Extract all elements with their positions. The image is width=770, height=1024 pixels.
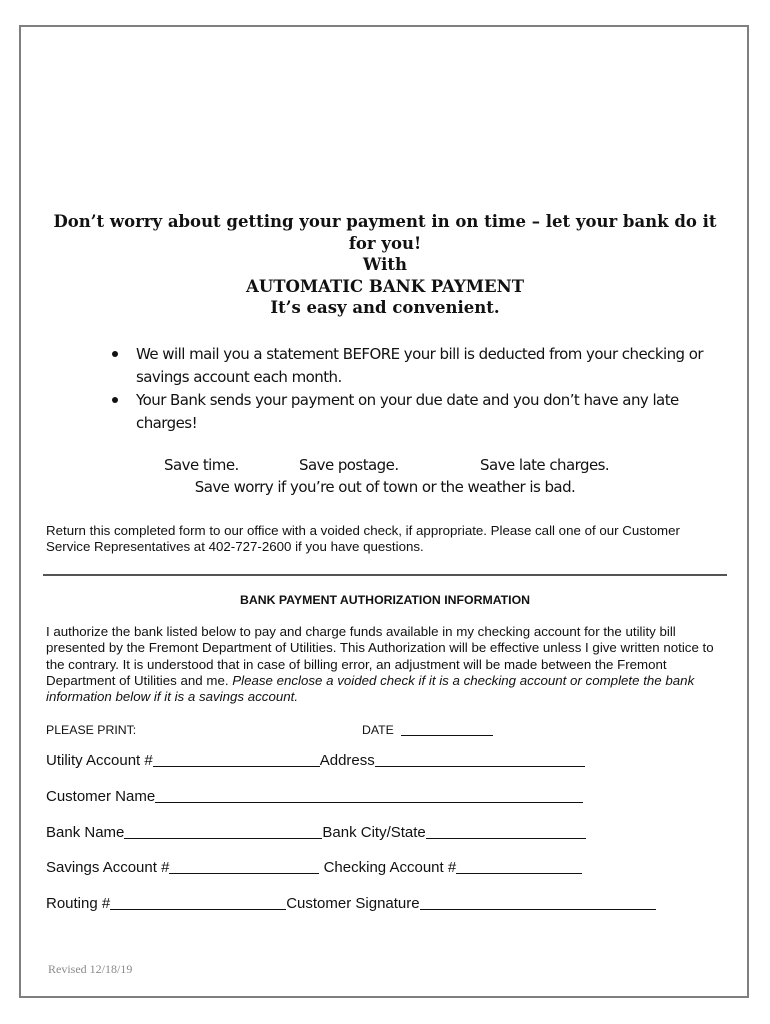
return-note: Return this completed form to our office with a voided check, if appropriate. Please call one of our Customer Service Representatives at 402-727-2600 if you have questions. xyxy=(46,523,680,555)
customer-name-row xyxy=(46,788,583,805)
section-title: BANK PAYMENT AUTHORIZATION INFORMATION xyxy=(239,593,531,607)
bullet-text: Your Bank sends your payment on your due date and you don’t have any late charges! xyxy=(136,391,679,432)
authorization-italic-note: Please enclose a voided check if it is a checking account or complete the bank information below if it is a savings account. xyxy=(46,672,695,705)
bullet-list xyxy=(108,343,708,434)
checking-account-input-line[interactable] xyxy=(456,860,582,874)
utility-account-label: Utility Account # xyxy=(46,752,153,769)
please-print-label: PLEASE PRINT: xyxy=(46,723,137,737)
savings-account-input-line[interactable] xyxy=(169,860,319,874)
address-input-line[interactable] xyxy=(375,753,585,767)
headline-line-5: It’s easy and convenient. xyxy=(270,298,500,317)
bank-city-state-input-line[interactable] xyxy=(426,825,586,839)
routing-signature-row xyxy=(46,895,656,912)
customer-signature-input-line[interactable] xyxy=(420,896,656,910)
form-page xyxy=(19,25,749,998)
address-label: Address xyxy=(319,752,375,769)
utility-account-row xyxy=(46,752,585,769)
divider xyxy=(43,574,727,576)
customer-name-label: Customer Name xyxy=(46,788,156,805)
routing-label: Routing # xyxy=(46,895,111,912)
routing-input-line[interactable] xyxy=(110,896,286,910)
save-late-charges-text: Save late charges. xyxy=(480,456,610,474)
authorization-paragraph xyxy=(46,624,728,705)
save-worry-text: Save worry if you’re out of town or the weather is bad. xyxy=(194,478,576,496)
bank-name-row xyxy=(46,824,586,841)
headline xyxy=(0,211,770,319)
bank-city-state-label: Bank City/State xyxy=(322,824,426,841)
date-field xyxy=(362,723,493,737)
bullet-text: We will mail you a statement BEFORE your bill is deducted from your checking or savings account each month. xyxy=(136,345,703,386)
customer-name-input-line[interactable] xyxy=(155,789,583,803)
account-numbers-row xyxy=(46,859,582,876)
headline-line-2: for you! xyxy=(348,233,422,253)
headline-line-4: AUTOMATIC BANK PAYMENT xyxy=(246,276,524,296)
bank-name-input-line[interactable] xyxy=(124,825,322,839)
bank-name-label: Bank Name xyxy=(46,824,125,841)
date-input-line[interactable] xyxy=(401,725,493,736)
savings-account-label: Savings Account # xyxy=(46,859,170,876)
bullet-item xyxy=(108,343,708,388)
headline-line-1: Don’t worry about getting your payment in on time – let your bank do it xyxy=(53,212,717,231)
checking-account-label: Checking Account # xyxy=(323,859,457,876)
bullet-icon xyxy=(112,351,118,357)
headline-line-3: With xyxy=(362,255,408,274)
customer-signature-label: Customer Signature xyxy=(286,895,420,912)
bullet-item xyxy=(108,389,708,434)
date-label: DATE xyxy=(362,723,394,737)
bullet-icon xyxy=(112,397,118,403)
authorization-text: I authorize the bank listed below to pay and charge funds available in my checking account for the utility bill presented by the Fremont Department of Utilities. This Authorization will be effective unless I give written notice to the contrary. It is understood that in case of billing error, an adjustment will be made between the Fremont Department of Utilities and me. xyxy=(46,624,714,688)
save-time-text: Save time. xyxy=(164,456,239,474)
utility-account-input-line[interactable] xyxy=(153,753,320,767)
save-postage-text: Save postage. xyxy=(299,456,399,474)
revised-date: Revised 12/18/19 xyxy=(48,962,133,976)
